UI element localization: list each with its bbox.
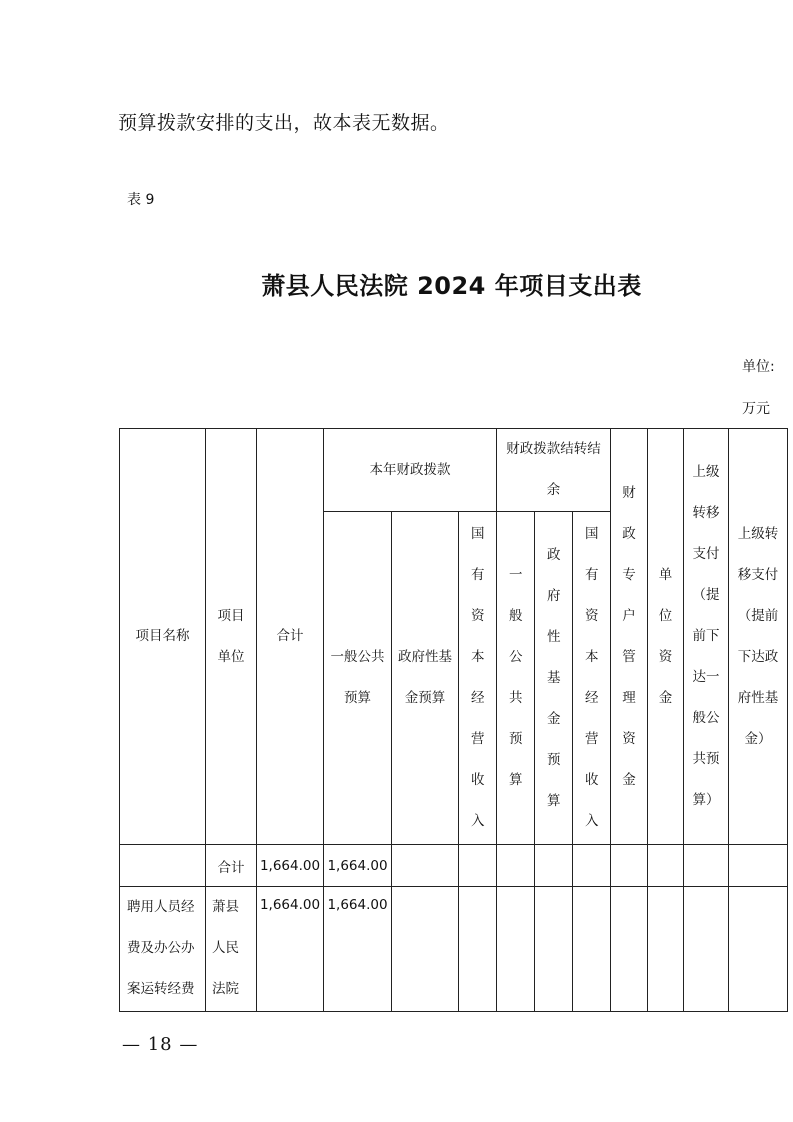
cell-empty	[497, 845, 535, 887]
cell-empty	[611, 887, 648, 1012]
cell-empty	[459, 887, 497, 1012]
table-row	[120, 887, 788, 1012]
header-general-public-budget: 一般公共预算	[324, 512, 392, 845]
header-project-unit: 项目单位	[206, 429, 257, 845]
cell-empty	[648, 845, 684, 887]
cell-general-public-budget: 1,664.00	[324, 845, 392, 887]
cell-empty	[684, 887, 729, 1012]
cell-total: 1,664.00	[257, 845, 324, 887]
cell-empty	[611, 845, 648, 887]
unit-value: 万元	[742, 401, 770, 417]
cell-project-name: 聘用人员经费及办公办案运转经费	[120, 887, 206, 1012]
cell-total: 1,664.00	[257, 887, 324, 1012]
cell-empty	[459, 845, 497, 887]
cell-empty	[648, 887, 684, 1012]
intro-text: 预算拨款安排的支出，故本表无数据。	[118, 112, 450, 134]
cell-empty	[573, 845, 611, 887]
cell-empty	[497, 887, 535, 1012]
header-state-capital-income: 国有资本经营收入	[459, 512, 497, 845]
header-gov-fund-budget: 政府性基金预算	[392, 512, 459, 845]
table-label: 表 9	[127, 192, 155, 208]
cell-empty	[392, 845, 459, 887]
cell-empty	[573, 887, 611, 1012]
cell-project-unit: 萧县人民法院	[206, 887, 257, 1012]
title-text: 萧县人民法院 2024 年项目支出表	[261, 272, 642, 300]
cell-empty	[729, 845, 788, 887]
cell-general-public-budget: 1,664.00	[324, 887, 392, 1012]
header-total: 合计	[257, 429, 324, 845]
header-project-name: 项目名称	[120, 429, 206, 845]
header-carryover-gov-fund: 政府性基金预算	[535, 512, 573, 845]
page-number: — 18 —	[122, 1034, 199, 1055]
cell-empty	[535, 887, 573, 1012]
project-expenditure-table	[119, 428, 788, 1012]
header-carryover: 财政拨款结转结余	[497, 429, 611, 512]
cell-empty	[684, 845, 729, 887]
unit-label: 单位:	[742, 359, 775, 375]
cell-empty	[729, 887, 788, 1012]
cell-empty	[392, 887, 459, 1012]
header-current-year-allocation: 本年财政拨款	[324, 429, 497, 512]
table-row	[120, 845, 788, 887]
cell-project-name	[120, 845, 206, 887]
header-carryover-general: 一般公共预算	[497, 512, 535, 845]
header-unit-funds: 单位资金	[648, 429, 684, 845]
header-carryover-state-capital: 国有资本经营收入	[573, 512, 611, 845]
cell-project-unit: 合计	[206, 845, 257, 887]
cell-empty	[535, 845, 573, 887]
header-transfer-general: 上级转移支付（提前下达一般公共预算）	[684, 429, 729, 845]
header-special-account-funds: 财政专户管理资金	[611, 429, 648, 845]
page-title	[0, 266, 793, 301]
header-transfer-gov-fund: 上级转移支付（提前下达政府性基金）	[729, 429, 788, 845]
